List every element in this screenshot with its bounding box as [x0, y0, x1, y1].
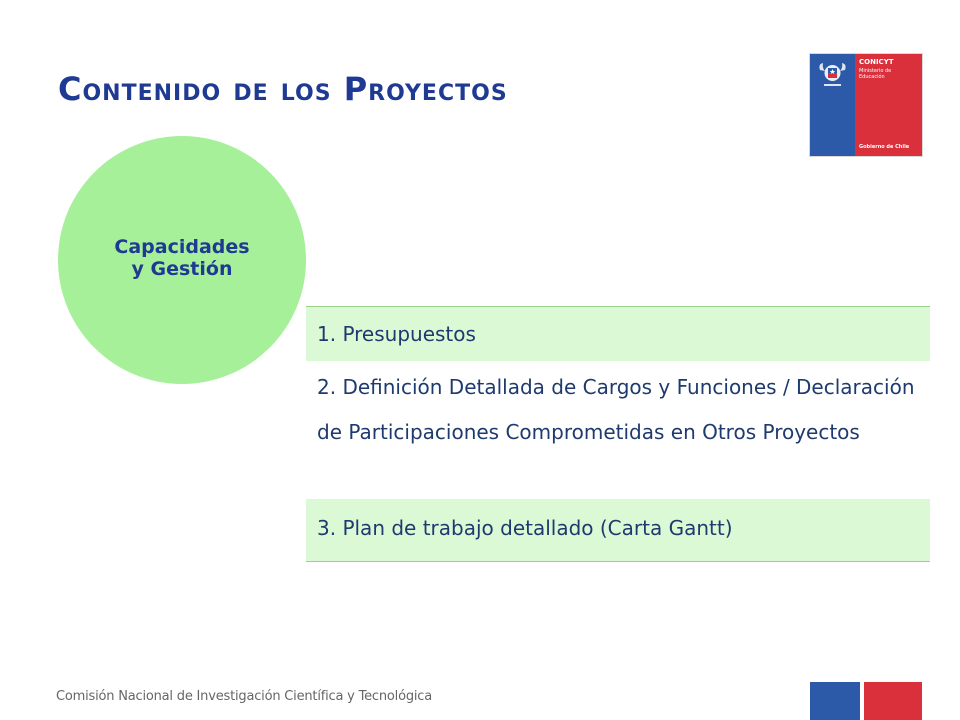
- list-item: 1. Presupuestos: [306, 307, 930, 361]
- conicyt-logo: [810, 54, 922, 156]
- logo-ministry: Ministerio de Educación: [859, 68, 892, 80]
- list-item: 2. Definición Detallada de Cargos y Funciones / Declaración de Participaciones Comprometidas en Otros Proyectos: [317, 375, 915, 444]
- items-table: [306, 306, 930, 562]
- category-label: Capacidades y Gestión: [114, 236, 250, 280]
- footer-flag-blue: [810, 682, 860, 720]
- footer-flag-bar: [810, 682, 922, 720]
- slide-title: Contenido de los Proyectos: [58, 70, 508, 108]
- logo-government: Gobierno de Chile: [859, 144, 910, 150]
- logo-red-panel: [855, 54, 922, 156]
- footer-institution: Comisión Nacional de Investigación Científica y Tecnológica: [56, 689, 433, 704]
- logo-blue-panel: [810, 54, 855, 156]
- chile-coat-of-arms-icon: [816, 60, 849, 90]
- list-item: 3. Plan de trabajo detallado (Carta Gantt): [306, 499, 930, 561]
- logo-org-name: CONICYT: [859, 58, 894, 66]
- category-circle: [58, 136, 306, 384]
- footer-flag-red: [864, 682, 922, 720]
